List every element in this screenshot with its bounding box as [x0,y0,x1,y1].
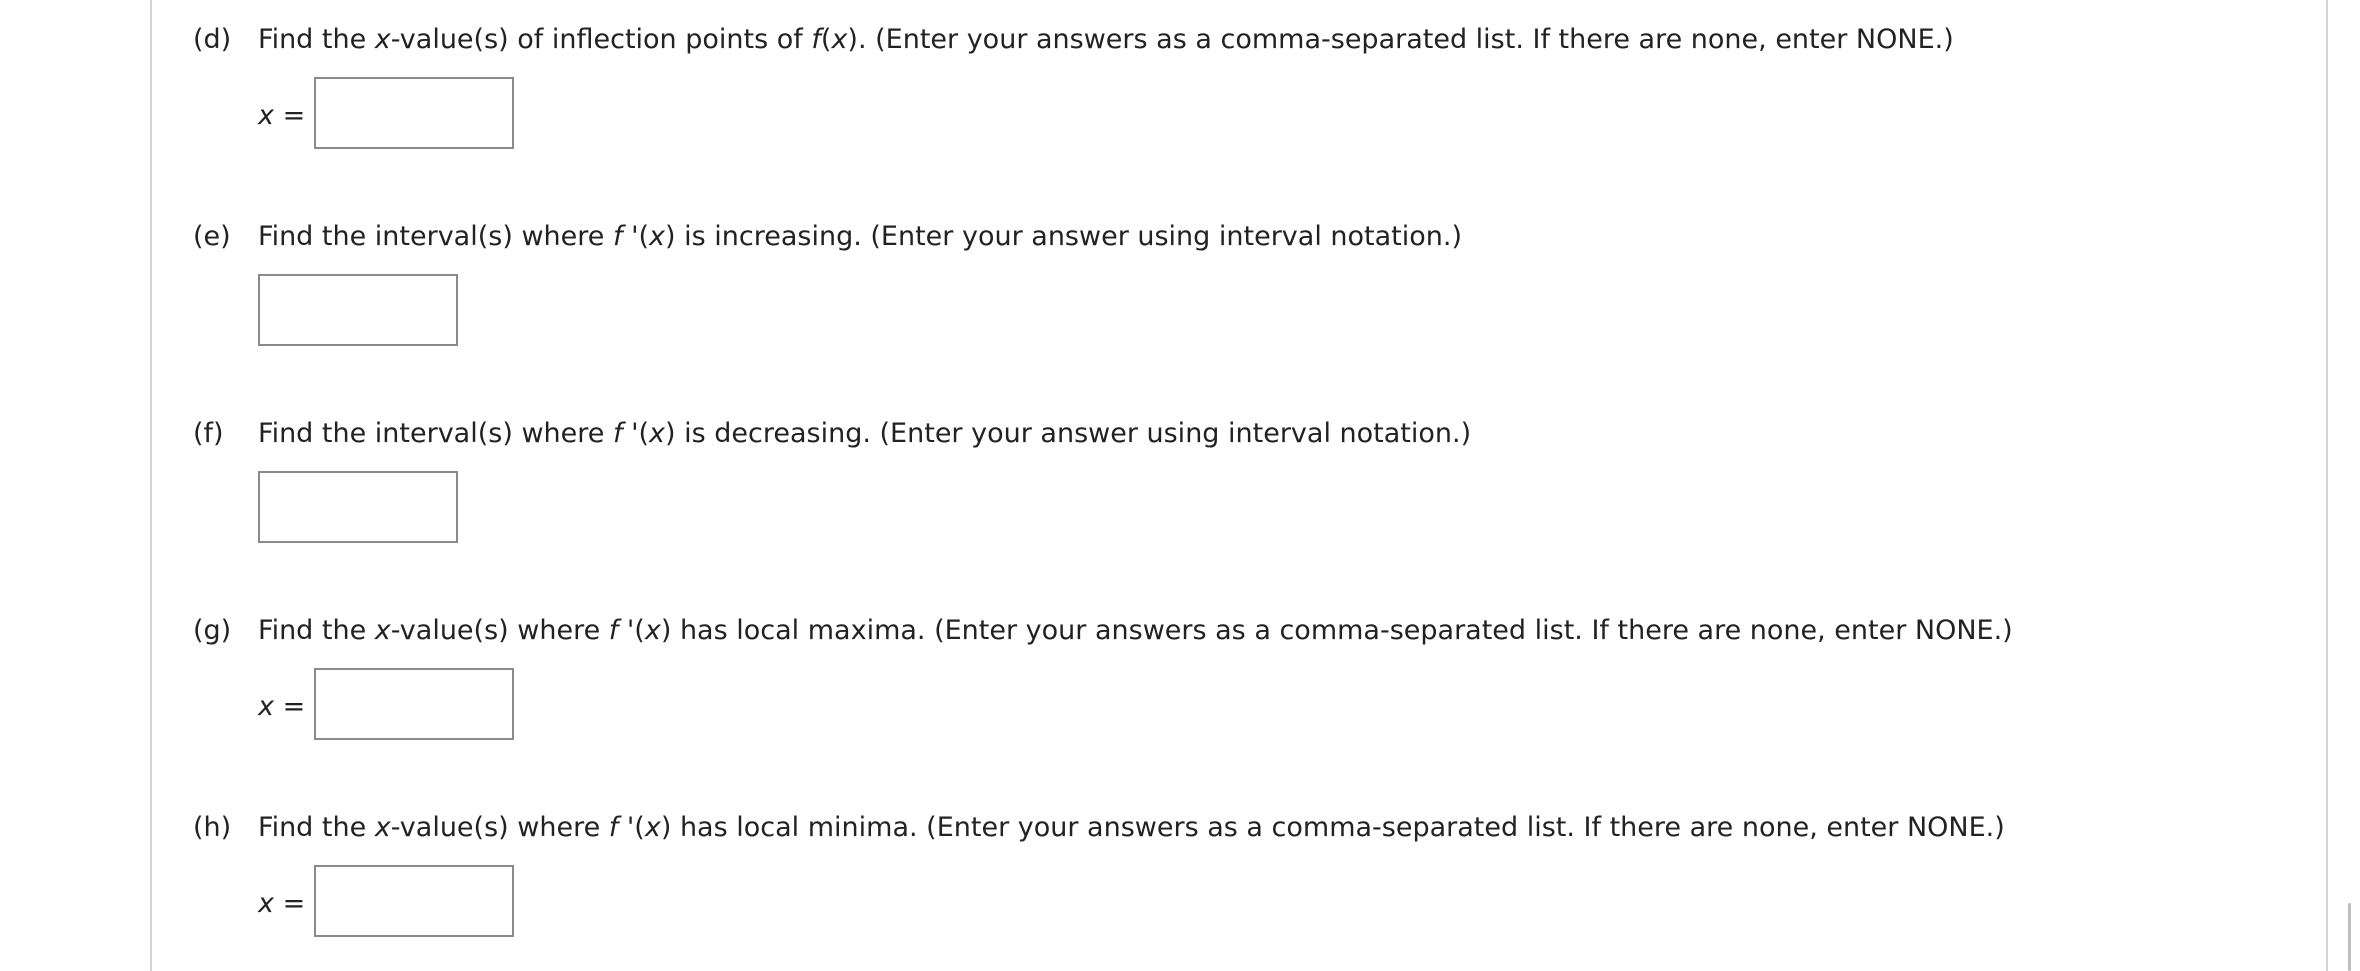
part-d-text-pre: Find the [258,24,375,55]
part-h-fn-f: f [608,812,619,843]
part-e-question [258,217,1462,257]
part-g-answer-label [258,687,305,727]
part-d-text-post: ). (Enter your answers as a comma-separated list. If there are none, enter NONE.) [847,24,1954,55]
part-e-prime: '( [622,221,650,252]
part-f-letter: (f) [193,418,224,449]
part-h-var-x: x [374,812,391,843]
part-h-var-x2: x [644,812,661,843]
part-e-var-x: x [649,221,666,252]
part-d-paren: ( [820,24,832,55]
part-h-answer-input[interactable] [314,865,514,937]
part-h-label-x: x [258,888,274,919]
part-f-text-post: ) is decreasing. (Enter your answer using interval notation.) [665,418,1472,449]
part-h-letter: (h) [193,812,232,843]
part-d-answer-label [258,96,305,136]
part-h-prime: '( [618,812,645,843]
part-g-label-eq: = [273,691,306,722]
part-d-text-mid: -value(s) of inflection points of [390,24,812,55]
part-d-letter: (d) [193,24,232,55]
part-d-var-x: x [374,24,391,55]
part-g-label-x: x [258,691,274,722]
part-e-text-pre: Find the interval(s) where [258,221,613,252]
part-f-answer-input[interactable] [258,471,458,543]
part-f-var-x: x [649,418,666,449]
scrollbar-thumb[interactable] [2348,903,2351,971]
part-g-question [258,611,2013,651]
part-g-text-pre: Find the [258,615,375,646]
part-g-var-x: x [374,615,391,646]
part-d-answer-input[interactable] [314,77,514,149]
part-f-fn-f: f [612,418,623,449]
part-f-prime: '( [622,418,650,449]
part-e-letter: (e) [193,221,231,252]
part-g-text-post: ) has local maxima. (Enter your answers as a comma-separated list. If there are none, enter NONE.) [660,615,2013,646]
part-e-answer-input[interactable] [258,274,458,346]
part-g-text-mid: -value(s) where [390,615,609,646]
part-g-var-x2: x [644,615,661,646]
part-h-label-eq: = [273,888,306,919]
content-left-border [150,0,152,971]
part-d-fn-f: f [811,24,821,55]
part-h-question [258,808,2005,848]
part-d-var-x2: x [831,24,848,55]
part-g-prime: '( [618,615,645,646]
part-e-text-post: ) is increasing. (Enter your answer using interval notation.) [665,221,1463,252]
content-right-border [2326,0,2328,971]
part-f-text-pre: Find the interval(s) where [258,418,613,449]
part-d-question [258,20,1954,60]
part-d-label-x: x [258,100,274,131]
part-h-text-post: ) has local minima. (Enter your answers as a comma-separated list. If there are none, enter NONE.) [660,812,2005,843]
part-g-fn-f: f [608,615,619,646]
part-g-answer-input[interactable] [314,668,514,740]
part-h-answer-label [258,884,305,924]
part-d-label-eq: = [273,100,306,131]
part-e-fn-f: f [612,221,623,252]
part-h-text-pre: Find the [258,812,375,843]
part-g-letter: (g) [193,615,232,646]
part-h-text-mid: -value(s) where [390,812,609,843]
part-f-question [258,414,1471,454]
